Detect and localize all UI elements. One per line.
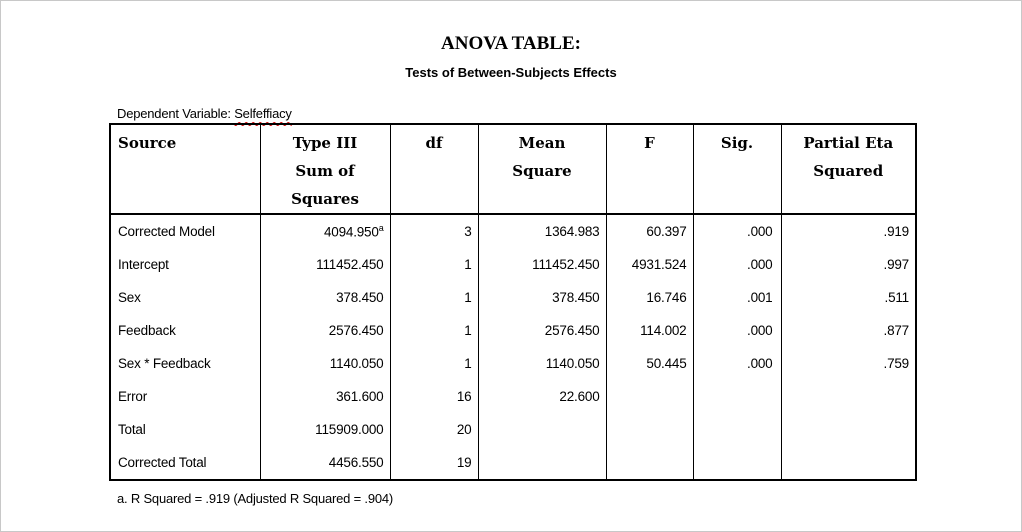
cell-partial-eta-value: .919 — [883, 224, 909, 239]
cell-mean-square — [478, 214, 606, 248]
cell-df — [390, 214, 478, 248]
header-sig: Sig. — [693, 124, 781, 214]
header-f: F — [606, 124, 693, 214]
header-source: Source — [110, 124, 260, 214]
cell-mean-square-value: 1364.983 — [544, 224, 600, 239]
cell-f — [606, 380, 693, 413]
cell-df-value: 1 — [464, 290, 472, 305]
cell-mean-square — [478, 347, 606, 380]
cell-mean-square-value: 111452.450 — [532, 257, 600, 272]
cell-sum-of-squares-value: 111452.450 — [316, 257, 384, 272]
cell-mean-square — [478, 281, 606, 314]
cell-source — [110, 281, 260, 314]
cell-partial-eta — [781, 314, 916, 347]
cell-sum-of-squares-value: 4456.550 — [328, 455, 384, 470]
cell-df — [390, 281, 478, 314]
cell-partial-eta — [781, 380, 916, 413]
cell-partial-eta — [781, 214, 916, 248]
cell-partial-eta-value: .997 — [883, 257, 909, 272]
cell-mean-square-value: 22.600 — [559, 389, 600, 404]
cell-f — [606, 413, 693, 446]
table-row — [110, 446, 916, 480]
table-subtitle: Tests of Between-Subjects Effects — [405, 65, 617, 80]
cell-sum-of-squares — [260, 446, 390, 480]
table-row — [110, 413, 916, 446]
cell-mean-square — [478, 446, 606, 480]
table-header-row — [110, 124, 916, 214]
cell-f-value: 60.397 — [646, 224, 687, 239]
header-sum-of-squares: Type III Sum of Squares — [260, 124, 390, 214]
cell-df-value: 3 — [464, 224, 472, 239]
cell-mean-square — [478, 248, 606, 281]
cell-source-value: Intercept — [118, 257, 169, 272]
cell-mean-square-value: 1140.050 — [545, 356, 600, 371]
cell-f — [606, 446, 693, 480]
cell-df-value: 1 — [464, 323, 472, 338]
cell-mean-square — [478, 380, 606, 413]
cell-source-value: Sex * Feedback — [118, 356, 211, 371]
cell-f-value: 114.002 — [640, 323, 687, 338]
dependent-variable-value: Selfeffiacy — [234, 106, 292, 121]
table-row — [110, 380, 916, 413]
table-row — [110, 248, 916, 281]
cell-partial-eta — [781, 248, 916, 281]
cell-f — [606, 347, 693, 380]
cell-f-value: 16.746 — [646, 290, 687, 305]
table-row — [110, 314, 916, 347]
cell-sum-of-squares-value: 2576.450 — [328, 323, 384, 338]
cell-sum-of-squares-value: 115909.000 — [315, 422, 384, 437]
cell-df — [390, 347, 478, 380]
cell-df — [390, 380, 478, 413]
cell-sum-of-squares-value: 4094.950 — [323, 224, 379, 240]
cell-sum-of-squares — [260, 413, 390, 446]
cell-sig — [693, 314, 781, 347]
table-row — [110, 281, 916, 314]
cell-source — [110, 380, 260, 413]
cell-sig — [693, 413, 781, 446]
anova-table — [109, 123, 917, 481]
table-row — [110, 347, 916, 380]
cell-df-value: 16 — [456, 389, 472, 404]
table-row — [110, 214, 916, 248]
cell-sum-of-squares — [260, 347, 390, 380]
dependent-variable-label: Dependent Variable: — [117, 106, 231, 121]
cell-sum-of-squares-value: 378.450 — [336, 290, 384, 305]
cell-source — [110, 214, 260, 248]
cell-source — [110, 413, 260, 446]
cell-df — [390, 413, 478, 446]
cell-source — [110, 347, 260, 380]
cell-source-value: Corrected Model — [118, 224, 215, 239]
cell-df-value: 1 — [464, 257, 472, 272]
cell-source-value: Total — [118, 422, 146, 437]
cell-source — [110, 248, 260, 281]
cell-source — [110, 446, 260, 480]
cell-partial-eta — [781, 347, 916, 380]
header-df: df — [390, 124, 478, 214]
cell-f — [606, 248, 693, 281]
cell-sum-of-squares — [260, 214, 390, 248]
cell-df-value: 20 — [456, 422, 472, 437]
cell-sum-of-squares — [260, 281, 390, 314]
cell-sum-of-squares-value: 1140.050 — [329, 356, 384, 371]
cell-mean-square-value: 2576.450 — [544, 323, 600, 338]
cell-sig-value: .000 — [747, 323, 773, 338]
cell-sig — [693, 248, 781, 281]
header-mean-square: Mean Square — [478, 124, 606, 214]
cell-sum-of-squares — [260, 380, 390, 413]
cell-df-value: 19 — [456, 455, 472, 470]
cell-df — [390, 248, 478, 281]
page-title: ANOVA TABLE: — [441, 33, 581, 54]
cell-mean-square-value: 378.450 — [552, 290, 600, 305]
dependent-variable-line — [117, 106, 292, 121]
cell-sig — [693, 281, 781, 314]
cell-partial-eta — [781, 413, 916, 446]
cell-sig — [693, 446, 781, 480]
cell-sum-of-squares-value: 361.600 — [336, 389, 384, 404]
footnote-marker: a — [378, 223, 384, 234]
cell-f-value: 4931.524 — [631, 257, 687, 272]
cell-sig-value: .000 — [747, 356, 773, 371]
cell-f-value: 50.445 — [646, 356, 687, 371]
cell-sig — [693, 380, 781, 413]
header-partial-eta: Partial Eta Squared — [781, 124, 916, 214]
cell-source-value: Feedback — [118, 323, 176, 338]
cell-f — [606, 281, 693, 314]
cell-df — [390, 446, 478, 480]
cell-source-value: Corrected Total — [118, 455, 207, 470]
cell-sum-of-squares — [260, 314, 390, 347]
cell-partial-eta — [781, 281, 916, 314]
cell-source-value: Sex — [118, 290, 141, 305]
cell-partial-eta-value: .511 — [884, 290, 909, 305]
cell-f — [606, 214, 693, 248]
cell-partial-eta-value: .759 — [883, 356, 909, 371]
cell-sig — [693, 214, 781, 248]
cell-df-value: 1 — [464, 356, 472, 371]
cell-df — [390, 314, 478, 347]
cell-sig-value: .000 — [747, 224, 773, 239]
cell-mean-square — [478, 413, 606, 446]
cell-sum-of-squares — [260, 248, 390, 281]
cell-source-value: Error — [118, 389, 147, 404]
footnote: a. R Squared = .919 (Adjusted R Squared = .904) — [117, 491, 394, 506]
cell-sig — [693, 347, 781, 380]
cell-mean-square — [478, 314, 606, 347]
cell-partial-eta-value: .877 — [883, 323, 909, 338]
cell-f — [606, 314, 693, 347]
cell-partial-eta — [781, 446, 916, 480]
cell-sig-value: .001 — [747, 290, 773, 305]
cell-sig-value: .000 — [747, 257, 773, 272]
cell-source — [110, 314, 260, 347]
